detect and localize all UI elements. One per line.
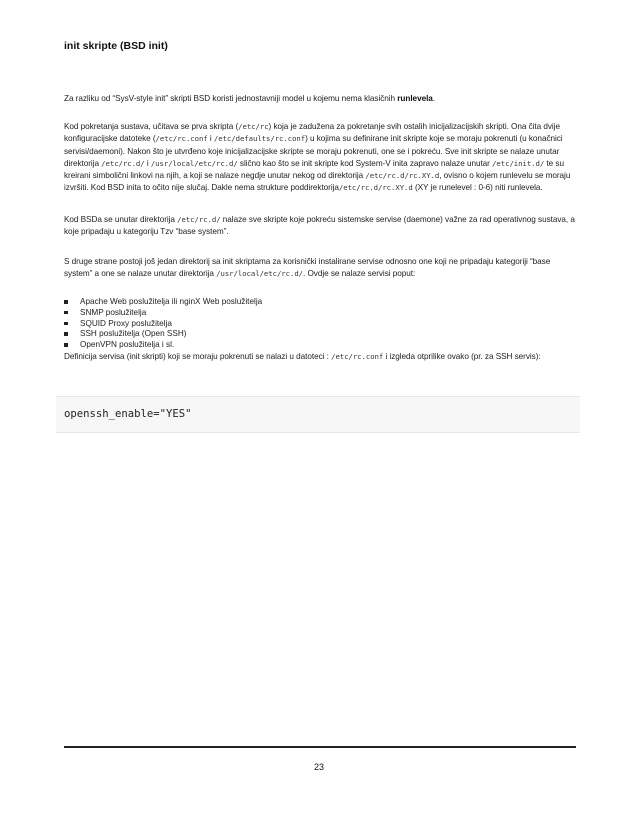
- path-defaults-rc-conf: /etc/defaults/rc.conf: [213, 134, 306, 144]
- path-rc-xy-d-2: /etc/rc.d/rc.XY.d: [338, 183, 413, 193]
- text: Definicija servisa (init skripti) koji se moraju pokrenuti se nalazi u datoteci :: [64, 352, 332, 361]
- text: ) u kojima su definirane init skripte koje se moraju pokrenuti (u konačnici servisi/daemoni). Nakon što je utvrđeno koje inicijalizacijske skripte se moraju pokrenuti, one se i pokreću. Sve init skripte se nalaze unutar direktorija: [64, 134, 563, 168]
- text: Kod BSDa se unutar direktorija: [64, 215, 178, 224]
- path-rc-xy-d: /etc/rc.d/rc.XY.d: [365, 171, 440, 181]
- text: slično kao što se init skripte kod System-V inita zapravo nalaze unutar: [237, 158, 493, 168]
- text: ) koja je zadužena za pokretanje svih ostalih inicijalizacijskih skripti. Ona čita dvije konfiguracijske datoteke (: [64, 122, 560, 144]
- text: (XY je runelevel : 0-6) niti runlevela.: [412, 183, 543, 193]
- path-etc-init-d: /etc/init.d/: [492, 158, 545, 168]
- list-item: [64, 329, 576, 340]
- list-item: [64, 308, 576, 319]
- code-line: openssh_enable="YES": [64, 408, 192, 420]
- service-label: SSH poslužitelja (Open SSH): [80, 329, 187, 339]
- text: te su kreirani simbolični linkovi na njih, a koji se nalaze negdje unutar nekog od direktorija: [64, 158, 564, 181]
- path-usr-local-rc-d: /usr/local/etc/rc.d/: [150, 158, 238, 168]
- services-list: [64, 297, 576, 351]
- paragraph-service-definition: [64, 351, 576, 363]
- bullet-icon: [64, 322, 68, 326]
- runlevel-term: runlevela: [397, 94, 433, 103]
- intro-text-end: .: [432, 94, 436, 103]
- code-block: [56, 396, 580, 433]
- service-label: OpenVPN poslužitelja i sl.: [80, 340, 175, 350]
- bullet-icon: [64, 343, 68, 347]
- page-number: 23: [313, 762, 324, 772]
- text: S druge strane postoji još jedan direktorij sa init skriptama za korisnički instalirane servise odnosno one koji ne pripadaju kategoriji “base system” a one se nalaze unutar direktorija: [64, 257, 551, 279]
- intro-text: Za razliku od “SysV-style init” skripti BSD koristi jednostavniji model u kojemu nema klasičnih: [64, 94, 398, 103]
- section-heading: init skripte (BSD init): [64, 40, 168, 52]
- paragraph-boot-process: [64, 121, 576, 195]
- service-label: SQUID Proxy poslužitelja: [80, 318, 172, 328]
- text: . Ovdje se nalaze servisi poput:: [303, 269, 416, 279]
- footer-divider: [64, 746, 576, 748]
- text: , ovisno o kojem runlevelu se moraju izvršiti. Kod BSD inita to očito nije slučaj. Dakle nema strukture poddirektorija: [64, 171, 571, 193]
- paragraph-base-system: [64, 214, 576, 239]
- service-label: Apache Web poslužitelja ili nginX Web poslužitelja: [80, 297, 263, 306]
- paragraph-user-services: [64, 256, 576, 281]
- text: i: [207, 134, 214, 144]
- text: i izgleda otprilike ovako (pr. za SSH servis):: [383, 352, 541, 361]
- path-usr-local-rc-d: /usr/local/etc/rc.d/: [216, 269, 304, 279]
- service-label: SNMP poslužitelja: [80, 307, 147, 317]
- text: i: [144, 158, 151, 168]
- bullet-icon: [64, 332, 68, 336]
- list-item: [64, 319, 576, 330]
- path-rc-conf: /etc/rc.conf: [155, 134, 208, 144]
- list-item: [64, 297, 576, 308]
- text: Kod pokretanja sustava, učitava se prva skripta (: [64, 122, 239, 131]
- path-rc-conf: /etc/rc.conf: [331, 352, 384, 361]
- paragraph-intro: [64, 93, 576, 105]
- bullet-icon: [64, 300, 68, 304]
- text: nalaze sve skripte koje pokreću sistemske servise (daemone) važne za rad operativnog sustava, a koje pripadaju u kategoriju Tzv “base system”.: [64, 215, 575, 237]
- bullet-icon: [64, 311, 68, 315]
- path-etc-rc-d: /etc/rc.d/: [101, 158, 145, 168]
- list-item: [64, 340, 576, 351]
- path-etc-rc: /etc/rc: [238, 122, 269, 131]
- path-etc-rc-d: /etc/rc.d/: [177, 215, 221, 224]
